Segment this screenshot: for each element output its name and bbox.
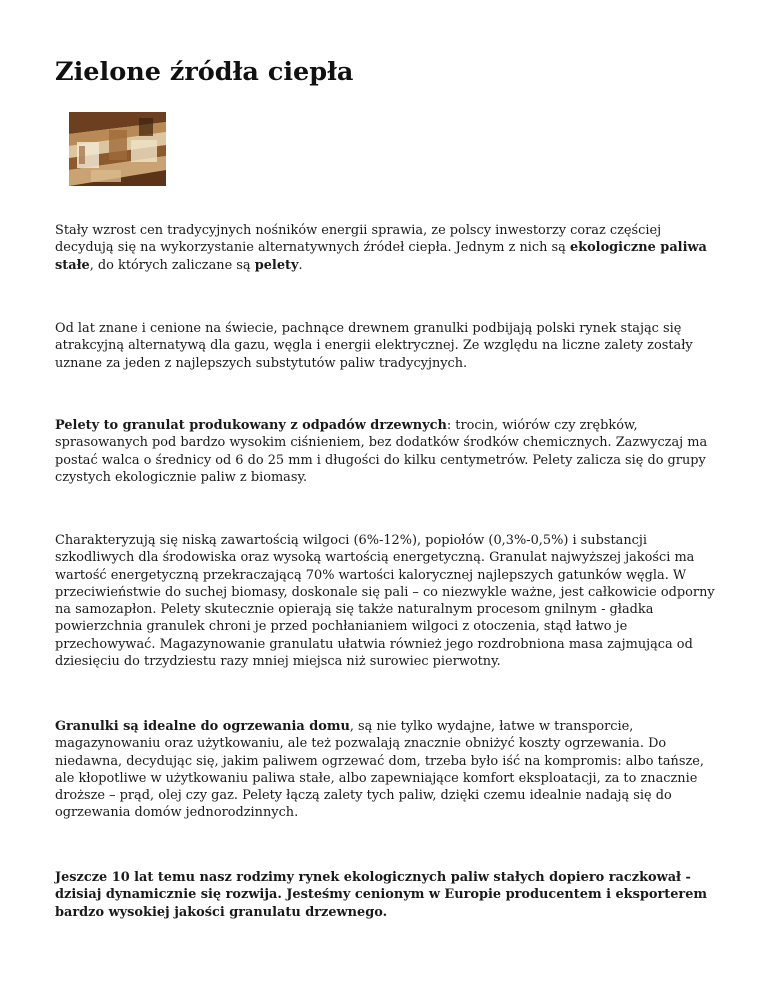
text-run-bold: Jeszcze 10 lat temu nasz rodzimy rynek ekologicznych paliw stałych dopiero raczkował - dzisiaj dynamicznie się rozwija. Jesteśmy cenionym w Europie producentem i eksporterem bardzo wysokiej jakości granulatu drzewnego. xyxy=(55,870,708,920)
paragraph-definition xyxy=(55,417,715,486)
firewood-photo-icon xyxy=(69,112,166,186)
text-run: . xyxy=(298,257,303,273)
text-run: Stały wzrost cen tradycyjnych nośników energii sprawia, ze polscy inwestorzy coraz częściej decydują się na wykorzystanie alternatywnych źródeł ciepła. Jednym z nich są xyxy=(55,223,662,256)
text-run-bold: pelety xyxy=(254,257,299,273)
paragraph-intro xyxy=(55,222,715,274)
paragraph-market xyxy=(55,869,715,921)
page-title: Zielone źródła ciepła xyxy=(55,57,354,87)
text-run: : trocin, wiórów czy zrębków, sprasowanych pod bardzo wysokim ciśnieniem, bez dodatków środków chemicznych. Zazwyczaj ma postać walca o średnicy od 6 do 25 mm i długości do kilku centymetrów. Pelety zalicza się do grupy czystych ekologicznie paliw z biomasy. xyxy=(55,418,708,485)
text-run: Charakteryzują się niską zawartością wilgoci (6%-12%), popiołów (0,3%-0,5%) i substancji szkodliwych dla środowiska oraz wysoką wartością energetyczną. Granulat najwyższej jakości ma wartość energetyczną przekraczającą 70% wartości kalorycznej najlepszych gatunków węgla. W przeciwieństwie do suchej biomasy, doskonale się pali – co niezwykle ważne, jest całkowicie odporny na samozapłon. Pelety skutecznie opierają się także naturalnym procesom gnilnym - gładka powierzchnia granulek chroni je przed pochłanianiem wilgoci z otoczenia, stąd łatwo je przechowywać. Magazynowanie granulatu ułatwia również jego rozdrobniona masa zajmująca od dziesięciu do trzydziestu razy mniej miejsca niż surowiec pierwotny. xyxy=(55,533,715,670)
text-run: Od lat znane i cenione na świecie, pachnące drewnem granulki podbijają polski rynek stając się atrakcyjną alternatywą dla gazu, węgla i energii elektrycznej. Ze względu na liczne zalety zostały uznane za jeden z najlepszych substytutów paliw tradycyjnych. xyxy=(55,321,693,371)
text-run: , do których zaliczane są xyxy=(89,257,255,273)
text-run-bold: ekologiczne paliwa stałe xyxy=(55,240,707,273)
text-run-bold: Pelety to granulat produkowany z odpadów drzewnych xyxy=(55,418,447,433)
firewood-image xyxy=(69,112,166,186)
text-run: , są nie tylko wydajne, łatwe w transporcie, magazynowaniu oraz użytkowaniu, ale też pozwalają znacznie obniżyć koszty ogrzewania. Do niedawna, decydując się, jakim paliwem ogrzewać dom, trzeba było iść na kompromis: albo tańsze, ale kłopotliwe w użytkowaniu paliwa stałe, albo zapewniające komfort eksploatacji, za to znacznie droższe – prąd, olej czy gaz. Pelety łączą zalety tych paliw, dzięki czemu idealnie nadają się do ogrzewania domów jednorodzinnych. xyxy=(55,719,704,821)
paragraph-properties xyxy=(55,532,715,670)
text-run-bold: Granulki są idealne do ogrzewania domu xyxy=(55,719,350,734)
paragraph-popularity xyxy=(55,320,715,372)
paragraph-home-heating xyxy=(55,718,715,822)
